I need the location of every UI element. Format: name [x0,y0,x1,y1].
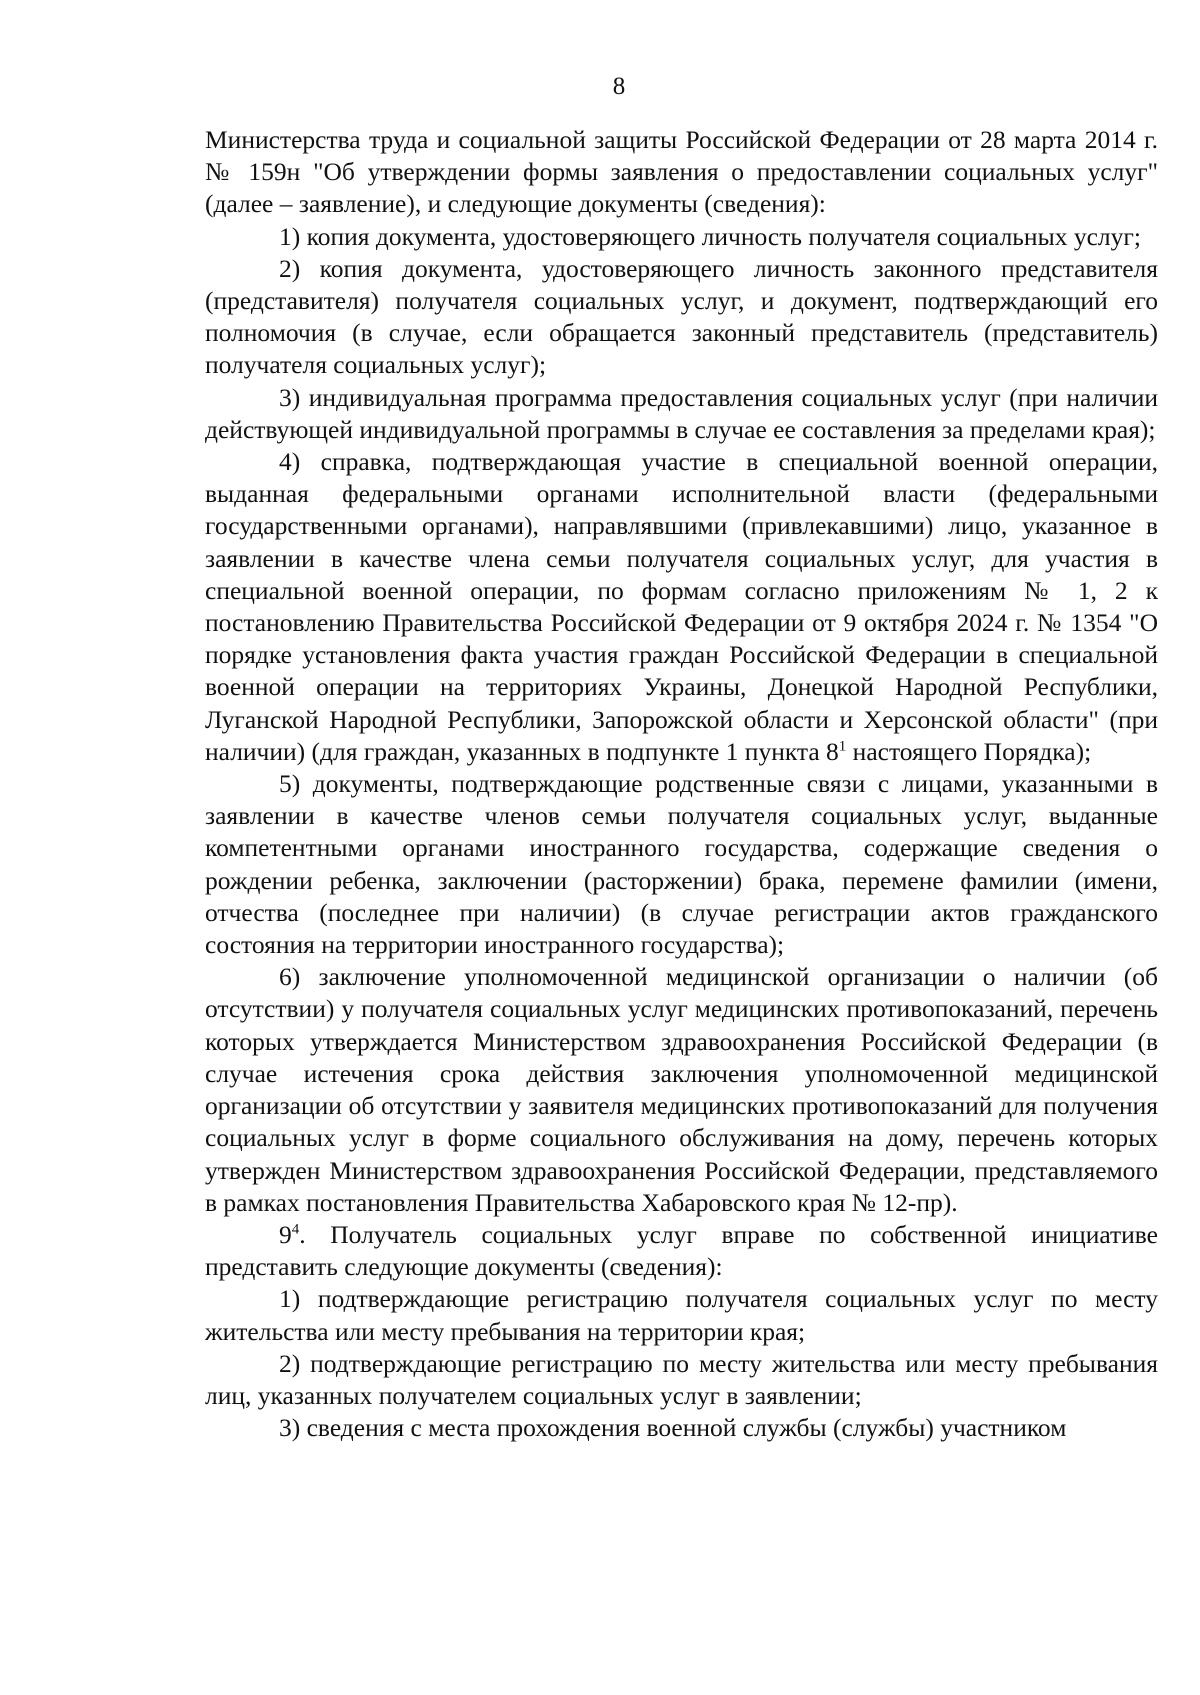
document-item-4-text: 4) справка, подтверждающая участие в специальной военной операции, выданная федеральными органами исполнительной власти (федеральными государственными органами), направлявшими (привлекавшими) лицо, указанное в заявлении в качестве члена семьи получателя социальных услуг, для участия в специальной военной операции, по формам согласно приложениям № 1, 2 к постановлению Правительства Российской Федерации от 9 октября 2024 г. № 1354 "О порядке установления факта участия граждан Российской Федерации в специальной военной операции на территориях Украины, Донецкой Народной Республики, Луганской Народной Республики, Запорожской области и Херсонской области" (при наличии) (для граждан, указанных в подпункте 1 пункта 8 [205,447,1158,766]
section-9-4-heading [205,1219,1158,1283]
document-item-4 [205,446,1158,768]
section-number: 9 [279,1219,292,1249]
document-item-1: 1) копия документа, удостоверяющего личность получателя социальных услуг; [279,221,1141,251]
document-item-4-tail: настоящего Порядка); [846,736,1092,766]
section-text: . Получатель социальных услуг вправе по собственной инициативе представить следующие документы (сведения): [205,1219,1158,1282]
document-item-3: 3) индивидуальная программа предоставления социальных услуг (при наличии действующей индивидуальной программы в случае ее составления за пределами края); [205,382,1158,444]
intro-paragraph: Министерства труда и социальной защиты Российской Федерации от 28 марта 2014 г. № 159н "Об утверждении формы заявления о предоставлении социальных услуг" (далее – заявление), и следующие документы (сведения): [205,125,1158,219]
document-item-5: 5) документы, подтверждающие родственные связи с лицами, указанными в заявлении в качестве членов семьи получателя социальных услуг, выданные компетентными органами иностранного государства, содержащие сведения о рождении ребенка, заключении (расторжении) брака, перемене фамилии (имени, отчества (последнее при наличии) (в случае регистрации актов гражданского состояния на территории иностранного государства); [205,769,1158,960]
optional-document-item-2: 2) подтверждающие регистрацию по месту жительства или месту пребывания лиц, указанных получателем социальных услуг в заявлении; [205,1348,1158,1410]
section-superscript: 4 [291,1221,300,1238]
document-body [205,124,1158,1444]
document-item-2: 2) копия документа, удостоверяющего личность законного представителя (представителя) получателя социальных услуг, и документ, подтверждающий его полномочия (в случае, если обращается законный представитель (представитель) получателя социальных услуг); [205,253,1158,380]
optional-document-item-1: 1) подтверждающие регистрацию получателя социальных услуг по месту жительства или месту пребывания на территории края; [205,1284,1158,1346]
superscript-mark: 1 [838,738,847,755]
page-number: 8 [612,73,626,100]
optional-document-item-3: 3) сведения с места прохождения военной службы (службы) участником [279,1413,1067,1443]
document-item-6: 6) заключение уполномоченной медицинской организации о наличии (об отсутствии) у получателя социальных услуг медицинских противопоказаний, перечень которых утверждается Министерством здравоохранения Российской Федерации (в случае истечения срока действия заключения уполномоченной медицинской организации об отсутствии у заявителя медицинских противопоказаний для получения социальных услуг в форме социального обслуживания на дому, перечень которых утвержден Министерством здравоохранения Российской Федерации, представляемого в рамках постановления Правительства Хабаровского края № 12-пр). [205,962,1158,1217]
